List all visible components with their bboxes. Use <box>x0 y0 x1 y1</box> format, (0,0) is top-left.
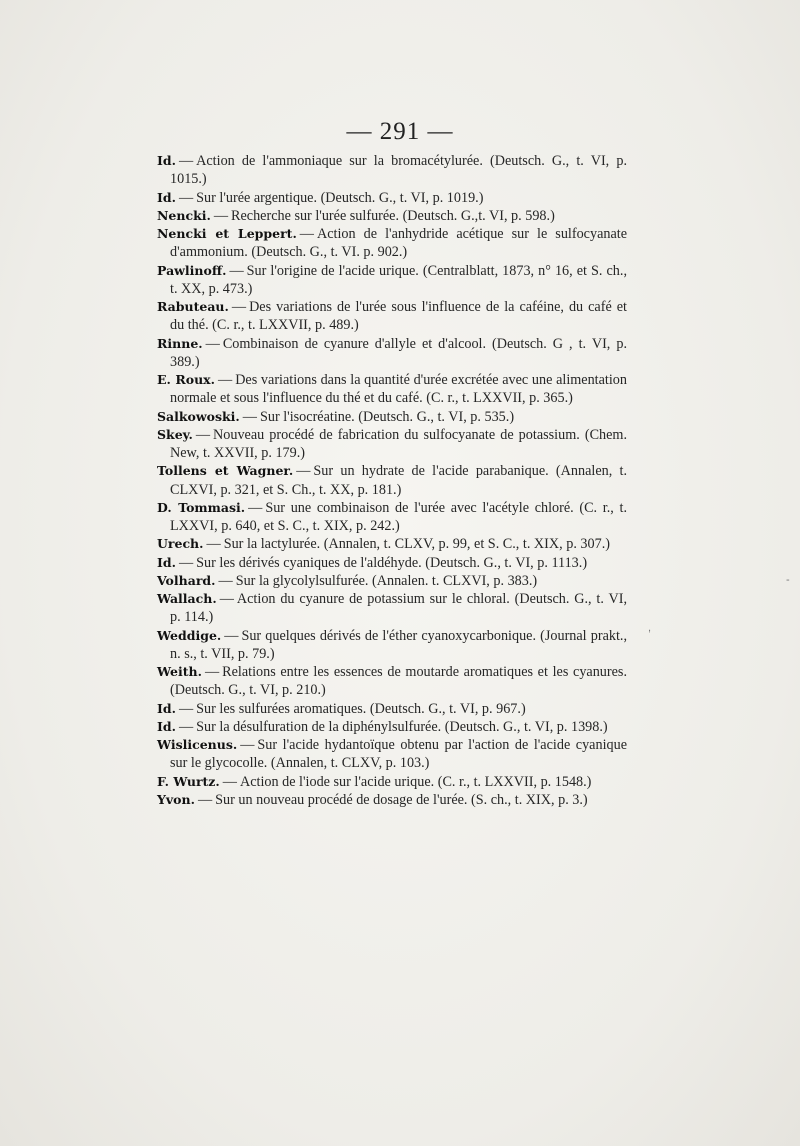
entry-text: Combinaison de cyanure d'allyle et d'alcool. (Deutsch. G , t. VI, p. 389.) <box>170 335 627 370</box>
entry-text: Action du cyanure de potassium sur le chloral. (Deutsch. G., t. VI, p. 114.) <box>170 591 627 626</box>
entry-text: Action de l'anhydride acétique sur le sulfocyanate d'ammonium. (Deutsch. G., t. VI. p. 902.) <box>170 226 627 261</box>
entry-text: Sur les sulfurées aromatiques. (Deutsch. G., t. VI, p. 967.) <box>196 700 526 717</box>
entry-text: Sur l'acide hydantoïque obtenu par l'action de l'acide cyanique sur le glycocolle. (Annalen, t. CLXV, p. 103.) <box>170 737 627 772</box>
entry-author: Salkowoski. <box>157 408 240 424</box>
entry-author: Yvon. <box>157 791 195 807</box>
bibliography-entry: Tollens et Wagner. — Sur un hydrate de l'acide parabanique. (Annalen, t. CLXVI, p. 321, et S. Ch., t. XX, p. 181.) <box>157 463 627 498</box>
entry-author: Skey. <box>157 426 193 442</box>
bibliography-entry: Id. — Sur l'urée argentique. (Deutsch. G., t. VI, p. 1019.) <box>157 189 484 206</box>
entry-text: Sur l'origine de l'acide urique. (Centralblatt, 1873, n° 16, et S. ch., t. XX, p. 473.) <box>170 262 627 297</box>
entry-author: E. Roux. <box>157 372 215 387</box>
bibliography-entry: Id. — Sur les dérivés cyaniques de l'aldéhyde. (Deutsch. G., t. VI, p. 1113.) <box>157 554 588 571</box>
bibliography-entry: Id. — Sur les sulfurées aromatiques. (Deutsch. G., t. VI, p. 967.) <box>157 700 526 717</box>
bibliography-entry: Salkowoski. — Sur l'isocréatine. (Deutsch. G., t. VI, p. 535.) <box>157 408 515 425</box>
bibliography-entry: Urech. — Sur la lactylurée. (Annalen, t. CLXV, p. 99, et S. C., t. XIX, p. 307.) <box>157 536 610 553</box>
entry-author: Id. <box>157 554 176 570</box>
entry-author: Id. <box>157 189 176 205</box>
entry-text: Sur la lactylurée. (Annalen, t. CLXV, p. 99, et S. C., t. XIX, p. 307.) <box>223 536 610 553</box>
bibliography-list <box>157 152 627 809</box>
entry-text: Sur l'urée argentique. (Deutsch. G., t. VI, p. 1019.) <box>196 189 484 206</box>
bibliography-entry: Yvon. — Sur un nouveau procédé de dosage de l'urée. (S. ch., t. XIX, p. 3.) <box>157 791 588 808</box>
entry-author: Id. <box>157 718 176 734</box>
entry-text: Sur une combinaison de l'urée avec l'acétyle chloré. (C. r., t. LXXVI, p. 640, et S. C., t. XIX, p. 242.) <box>170 499 627 534</box>
entry-text: Action de l'ammoniaque sur la bromacétylurée. (Deutsch. G., t. VI, p. 1015.) <box>170 153 627 188</box>
bibliography-entry: Skey. — Nouveau procédé de fabrication du sulfocyanate de potassium. (Chem. New, t. XXVII, p. 179.) <box>157 426 627 461</box>
entry-text: Nouveau procédé de fabrication du sulfocyanate de potassium. (Chem. New, t. XXVII, p. 179.) <box>170 426 627 461</box>
entry-text: Sur un nouveau procédé de dosage de l'urée. (S. ch., t. XIX, p. 3.) <box>215 791 588 808</box>
entry-text: Sur la glycolylsulfurée. (Annalen. t. CLXVI, p. 383.) <box>235 572 538 589</box>
bibliography-entry: F. Wurtz. — Action de l'iode sur l'acide urique. (C. r., t. LXXVII, p. 1548.) <box>157 773 592 790</box>
margin-mark: , <box>648 622 652 634</box>
entry-author: Nencki et Leppert. <box>157 226 297 241</box>
bibliography-entry: Nencki. — Recherche sur l'urée sulfurée. (Deutsch. G.,t. VI, p. 598.) <box>157 207 555 224</box>
bibliography-entry: Pawlinoff. — Sur l'origine de l'acide urique. (Centralblatt, 1873, n° 16, et S. ch., t. XX, p. 473.) <box>157 262 627 297</box>
entry-text: Sur les dérivés cyaniques de l'aldéhyde. (Deutsch. G., t. VI, p. 1113.) <box>196 554 588 571</box>
entry-author: D. Tommasi. <box>157 499 246 515</box>
bibliography-entry: Weddige. — Sur quelques dérivés de l'éther cyanoxycarbonique. (Journal prakt., n. s., t. VII, p. 79.) <box>157 627 627 662</box>
bibliography-entry: Wislicenus. — Sur l'acide hydantoïque obtenu par l'action de l'acide cyanique sur le glycocolle. (Annalen, t. CLXV, p. 103.) <box>157 737 627 772</box>
bibliography-entry: Wallach. — Action du cyanure de potassium sur le chloral. (Deutsch. G., t. VI, p. 114.) <box>157 591 627 626</box>
bibliography-entry: Rinne. — Combinaison de cyanure d'allyle et d'alcool. (Deutsch. G , t. VI, p. 389.) <box>157 335 627 370</box>
entry-author: Weddige. <box>157 627 222 643</box>
bibliography-entry: Rabuteau. — Des variations de l'urée sous l'influence de la caféine, du café et du thé. (C. r., t. LXXVII, p. 489.) <box>157 299 627 334</box>
bibliography-entry: E. Roux. — Des variations dans la quantité d'urée excrétée avec une alimentation normale et sous l'influence du thé et du café. (C. r., t. LXXVII, p. 365.) <box>157 372 627 407</box>
entry-author: Weith. <box>157 664 202 679</box>
bibliography-entry: Id. — Sur la désulfuration de la diphénylsulfurée. (Deutsch. G., t. VI, p. 1398.) <box>157 718 608 735</box>
entry-text: Des variations dans la quantité d'urée excrétée avec une alimentation normale et sous l'influence du thé et du café. (C. r., t. LXXVII, p. 365.) <box>170 372 627 407</box>
entry-text: Sur la désulfuration de la diphénylsulfurée. (Deutsch. G., t. VI, p. 1398.) <box>196 718 608 735</box>
entry-author: Volhard. <box>157 572 216 588</box>
entry-text: Sur quelques dérivés de l'éther cyanoxycarbonique. (Journal prakt., n. s., t. VII, p. 79.) <box>170 627 627 662</box>
entry-author: Wallach. <box>157 591 217 606</box>
entry-author: Id. <box>157 153 176 168</box>
entry-text: Sur l'isocréatine. (Deutsch. G., t. VI, p. 535.) <box>259 408 515 425</box>
entry-text: Recherche sur l'urée sulfurée. (Deutsch. G.,t. VI, p. 598.) <box>231 207 555 224</box>
entry-text: Action de l'iode sur l'acide urique. (C. r., t. LXXVII, p. 1548.) <box>239 773 592 790</box>
entry-author: Rinne. <box>157 335 203 351</box>
bibliography-entry: Volhard. — Sur la glycolylsulfurée. (Annalen. t. CLXVI, p. 383.) <box>157 572 538 589</box>
bibliography-entry: Weith. — Relations entre les essences de moutarde aromatiques et les cyanures. (Deutsch. G., t. VI, p. 210.) <box>157 664 627 699</box>
margin-mark: - <box>786 574 790 586</box>
entry-author: Urech. <box>157 536 204 552</box>
bibliography-entry: D. Tommasi. — Sur une combinaison de l'urée avec l'acétyle chloré. (C. r., t. LXXVI, p. 640, et S. C., t. XIX, p. 242.) <box>157 499 627 534</box>
entry-author: Rabuteau. <box>157 299 229 314</box>
entry-text: Des variations de l'urée sous l'influence de la caféine, du café et du thé. (C. r., t. LXXVII, p. 489.) <box>170 299 627 334</box>
entry-author: Wislicenus. <box>157 737 238 752</box>
entry-author: Id. <box>157 700 176 716</box>
entry-text: Relations entre les essences de moutarde aromatiques et les cyanures. (Deutsch. G., t. VI, p. 210.) <box>170 664 627 699</box>
page-number: — 291 — <box>346 118 454 145</box>
entry-author: Pawlinoff. <box>157 262 227 278</box>
bibliography-entry: Nencki et Leppert. — Action de l'anhydride acétique sur le sulfocyanate d'ammonium. (Deutsch. G., t. VI. p. 902.) <box>157 226 627 261</box>
entry-text: Sur un hydrate de l'acide parabanique. (Annalen, t. CLXVI, p. 321, et S. Ch., t. XX, p. 181.) <box>170 463 627 498</box>
entry-author: Nencki. <box>157 207 211 223</box>
entry-author: F. Wurtz. <box>157 773 220 789</box>
bibliography-entry: Id. — Action de l'ammoniaque sur la bromacétylurée. (Deutsch. G., t. VI, p. 1015.) <box>157 153 627 188</box>
entry-author: Tollens et Wagner. <box>157 463 294 479</box>
